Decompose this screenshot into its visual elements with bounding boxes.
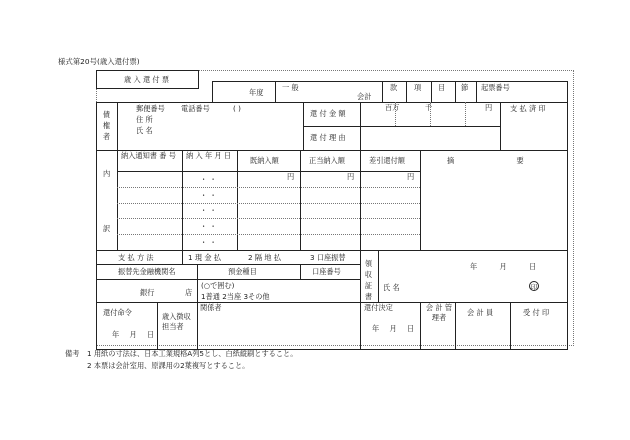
yen-already-paid: 円 [287,172,295,181]
header-net-refund: 差引還付額 [369,156,405,165]
budget-header-setsu: 節 [461,83,469,92]
header-paid-date: 納 入 年 月 日 [186,151,232,160]
deposit-type-label: 預金種目 [228,267,257,276]
yen-correct-amount: 円 [347,172,355,181]
address-label: 住 所 [136,115,153,124]
header-remarks: 摘 要 [447,156,524,165]
payment-method-cash: 1 現 金 払 [188,253,221,262]
receipt-seal-icon: 印 [530,283,538,291]
deposit-options: 1普通 2当座 3その他 [201,292,270,301]
header-notice-no: 納入通知書 番 号 [121,151,176,160]
refund-decision-date: 年 月 日 [372,324,415,333]
payment-method-label: 支 払 方 法 [118,253,154,262]
creditor-section-label: 債権者 [102,110,111,141]
accountant-label: 会 計 員 [467,308,494,317]
phone-label: 電話番号 [181,104,210,113]
receipt-stamp-label: 受 付 印 [523,308,550,317]
budget-header-moku: 目 [438,83,446,92]
header-correct-amount: 正当納入額 [309,156,345,165]
branch-label: 店 [185,288,193,297]
date-dots: ・ ・ [200,191,217,200]
budget-header-kan: 款 [390,83,398,92]
bank-label: 銀行 [140,288,155,297]
account-label: 会計 [357,92,372,101]
bank-name-label: 振替先金融機関名 [118,267,176,276]
unit-million: 百万 [385,103,400,112]
name-label: 氏 名 [136,126,153,135]
header-already-paid: 既納入額 [250,156,279,165]
receipt-label: 領収証書 [364,259,373,301]
unit-thousand: 千 [425,103,433,112]
note-1: 1 用紙の寸法は、日本工業規格A列5とし、白紙縦刷とすること。 [87,349,298,358]
refund-reason-label: 還 付 理 由 [310,133,346,142]
breakdown-side-bottom: 訳 [103,224,111,233]
payment-method-remote: 2 隔 地 払 [248,253,281,262]
refund-order-date: 年 月 日 [112,330,155,339]
receipt-date: 年 月 日 [470,262,537,271]
postal-label: 郵便番号 [136,104,165,113]
account-no-label: 口座番号 [312,267,341,276]
yen-net-refund: 円 [407,172,415,181]
date-dots: ・ ・ [200,238,217,247]
deposit-circle-note: (○で囲む) [201,281,235,290]
note-2: 2 本票は会計室用、原課用の2葉複写とすること。 [87,361,250,370]
revenue-officer-label: 歳入徴収担当者 [162,312,191,331]
accounting-manager-label: 会 計 管理者 [425,303,453,322]
general-account-text: 一 般 [282,83,299,92]
refund-amount-label: 還 付 金 額 [310,109,346,118]
form-title: 歳 入 還 付 票 [124,75,170,84]
refund-decision-label: 還付決定 [364,303,393,312]
payment-method-transfer: 3 口座振替 [310,253,346,262]
related-label: 関係者 [200,303,222,312]
date-dots: ・ ・ [200,206,217,215]
payment-permit-label: 支 払 済 印 [510,104,546,113]
breakdown-side-top: 内 [103,169,111,178]
unit-yen: 円 [485,103,493,112]
receipt-name-label: 氏 名 [383,283,400,292]
form-id: 様式第20号(歳入還付票) [58,57,140,66]
phone-parens: ( ) [233,104,241,113]
date-dots: ・ ・ [200,175,217,184]
voucher-no-label: 起票番号 [481,83,510,92]
refund-order-label: 還付命令 [103,308,132,317]
date-dots: ・ ・ [200,222,217,231]
budget-header-kou: 項 [414,83,422,92]
notes-label: 備考 [65,349,80,358]
fiscal-year-label: 年度 [249,88,264,97]
